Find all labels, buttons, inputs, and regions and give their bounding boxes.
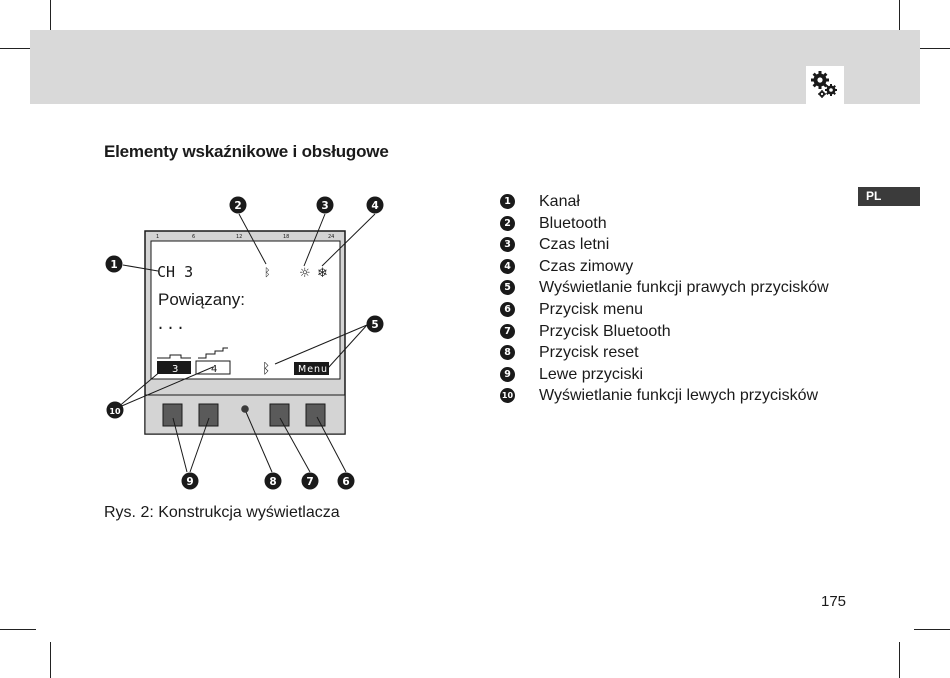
display-status: Powiązany: <box>158 290 245 309</box>
crop-mark <box>914 629 950 630</box>
bluetooth-icon: ᛒ <box>264 266 271 279</box>
svg-text:4: 4 <box>371 200 379 212</box>
snowflake-icon: ❄ <box>317 266 328 281</box>
menu-field-label: Menu <box>298 364 329 375</box>
callout-3 <box>317 197 334 214</box>
legend-label: Przycisk Bluetooth <box>539 322 671 340</box>
callout-5 <box>367 316 384 333</box>
display-figure <box>95 188 395 503</box>
callout-2 <box>230 197 247 214</box>
legend-number: 6 <box>500 302 515 317</box>
page-number: 175 <box>821 593 847 610</box>
lcd-screen <box>151 241 340 379</box>
language-tab: PL <box>858 187 920 206</box>
scale-tick: 18 <box>283 234 290 240</box>
callout-8 <box>265 473 282 490</box>
bluetooth-icon: ᛒ <box>262 361 271 377</box>
display-channel: CH 3 <box>157 263 194 281</box>
scale-tick: 6 <box>192 234 196 240</box>
legend-number: 4 <box>500 259 515 274</box>
legend-label: Wyświetlanie funkcji prawych przycisków <box>539 279 829 297</box>
legend-number: 10 <box>500 388 515 403</box>
legend-number: 5 <box>500 280 515 295</box>
svg-text:6: 6 <box>342 476 350 488</box>
svg-text:9: 9 <box>186 476 194 488</box>
callout-4 <box>367 197 384 214</box>
legend-label: Bluetooth <box>539 214 607 232</box>
legend-label: Czas letni <box>539 236 610 254</box>
display-dots: ... <box>156 315 187 333</box>
crop-mark <box>0 629 36 630</box>
svg-text:1: 1 <box>110 259 118 271</box>
legend-label: Kanał <box>539 193 580 210</box>
legend-number: 2 <box>500 216 515 231</box>
left-button-2 <box>199 404 218 426</box>
left-field-1-value: 3 <box>172 364 179 375</box>
legend-label: Wyświetlanie funkcji lewych przycisków <box>539 387 819 405</box>
callout-6 <box>338 473 355 490</box>
callout-1 <box>106 256 123 273</box>
section-title: Elementy wskaźnikowe i obsługowe <box>104 142 389 161</box>
svg-text:7: 7 <box>306 476 314 488</box>
scale-tick: 24 <box>328 234 335 240</box>
legend-number: 1 <box>500 194 515 209</box>
left-field-2-value: 4 <box>211 364 218 375</box>
legend-label: Czas zimowy <box>539 257 634 275</box>
figure-caption: Rys. 2: Konstrukcja wyświetlacza <box>104 504 340 521</box>
left-button-1 <box>163 404 182 426</box>
legend-number: 3 <box>500 237 515 252</box>
reset-button <box>241 405 249 413</box>
svg-text:5: 5 <box>371 319 379 331</box>
callout-9 <box>182 473 199 490</box>
legend-label: Lewe przyciski <box>539 365 644 383</box>
crop-mark <box>50 642 51 678</box>
svg-text:10: 10 <box>109 407 121 416</box>
menu-button <box>306 404 325 426</box>
scale-tick: 12 <box>236 234 243 240</box>
callout-10 <box>107 402 124 419</box>
bluetooth-button <box>270 404 289 426</box>
scale-tick: 1 <box>156 234 160 240</box>
gears-icon <box>806 66 844 104</box>
crop-mark <box>899 642 900 678</box>
svg-text:8: 8 <box>269 476 277 488</box>
legend-label: Przycisk menu <box>539 300 644 318</box>
legend-number: 8 <box>500 345 515 360</box>
legend-number: 7 <box>500 324 515 339</box>
callout-7 <box>302 473 319 490</box>
legend-label: Przycisk reset <box>539 344 639 362</box>
legend-number: 9 <box>500 367 515 382</box>
svg-text:2: 2 <box>234 200 242 212</box>
sun-icon: ☼ <box>299 266 311 281</box>
svg-text:3: 3 <box>321 200 329 212</box>
gear-tab <box>806 66 844 104</box>
header-band <box>30 30 920 104</box>
